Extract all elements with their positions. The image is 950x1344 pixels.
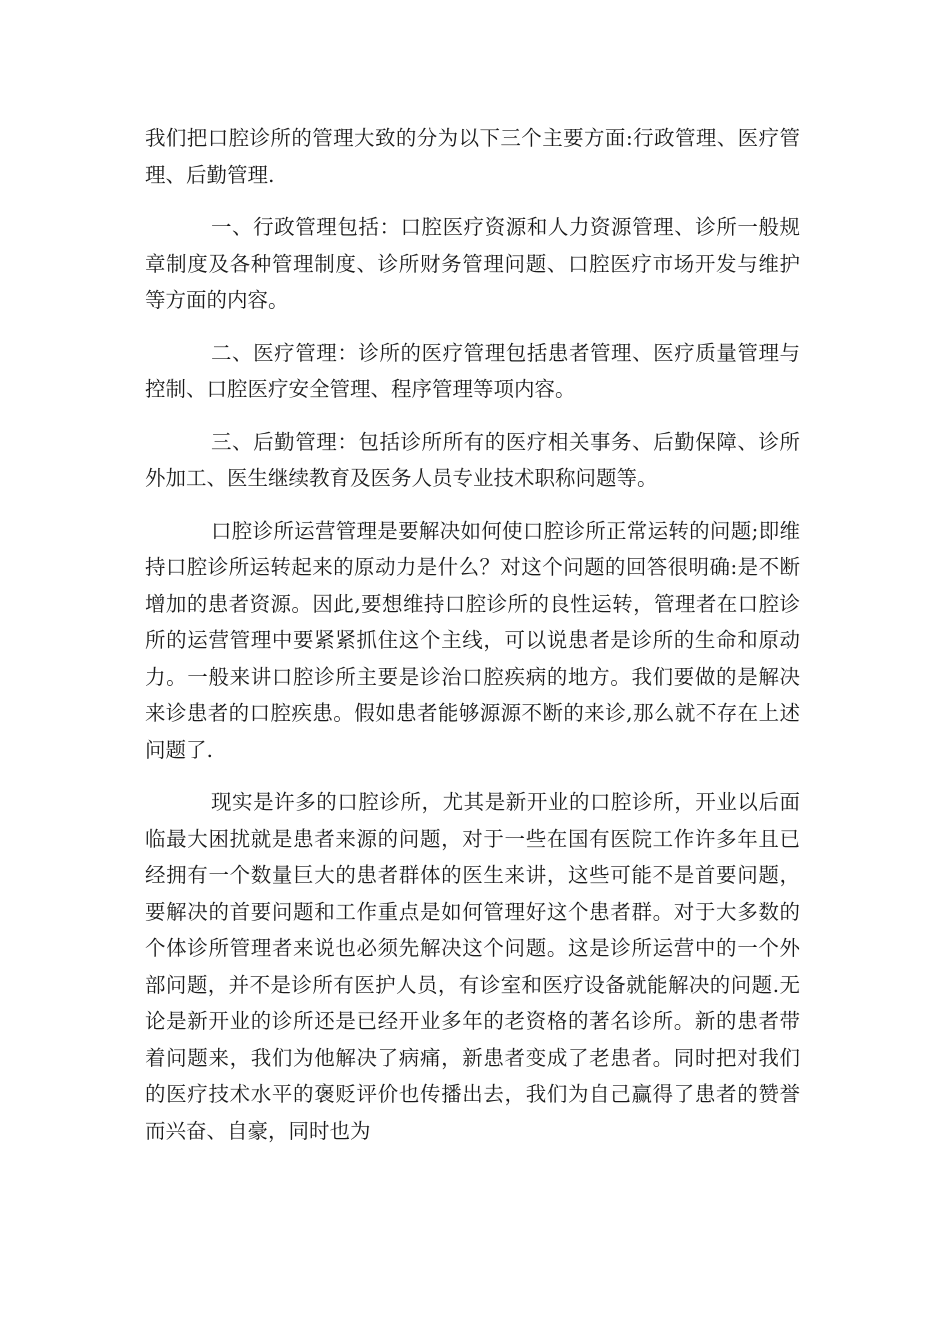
document-body	[145, 120, 800, 1165]
paragraph-logistics: 三、后勤管理：包括诊所所有的医疗相关事务、后勤保障、诊所外加工、医生继续教育及医务人员专业技术职称问题等。	[145, 429, 800, 490]
paragraph-reality: 现实是许多的口腔诊所，尤其是新开业的口腔诊所，开业以后面临最大困扰就是患者来源的问题，对于一些在国有医院工作许多年且已经拥有一个数量巨大的患者群体的医生来讲，这些可能不是首要问题，要解决的首要问题和工作重点是如何管理好这个患者群。对于大多数的个体诊所管理者来说也必须先解决这个问题。这是诊所运营中的一个外部问题，并不是诊所有医护人员，有诊室和医疗设备就能解决的问题.无论是新开业的诊所还是已经开业多年的老资格的著名诊所。新的患者带着问题来，我们为他解决了病痛，新患者变成了老患者。同时把对我们的医疗技术水平的褒贬评价也传播出去，我们为自己赢得了患者的赞誉而兴奋、自豪，同时也为	[145, 790, 800, 1143]
paragraph-medical: 二、医疗管理：诊所的医疗管理包括患者管理、医疗质量管理与控制、口腔医疗安全管理、程序管理等项内容。	[145, 340, 800, 401]
paragraph-operations: 口腔诊所运营管理是要解决如何使口腔诊所正常运转的问题;即维持口腔诊所运转起来的原动力是什么？对这个问题的回答很明确:是不断增加的患者资源。因此,要想维持口腔诊所的良性运转，管理者在口腔诊所的运营管理中要紧紧抓住这个主线，可以说患者是诊所的生命和原动力。一般来讲口腔诊所主要是诊治口腔疾病的地方。我们要做的是解决来诊患者的口腔疾患。假如患者能够源源不断的来诊,那么就不存在上述问题了.	[145, 518, 800, 762]
paragraph-administrative: 一、行政管理包括：口腔医疗资源和人力资源管理、诊所一般规章制度及各种管理制度、诊所财务管理问题、口腔医疗市场开发与维护等方面的内容。	[145, 215, 800, 312]
paragraph-intro: 我们把口腔诊所的管理大致的分为以下三个主要方面:行政管理、医疗管理、后勤管理.	[145, 126, 800, 187]
